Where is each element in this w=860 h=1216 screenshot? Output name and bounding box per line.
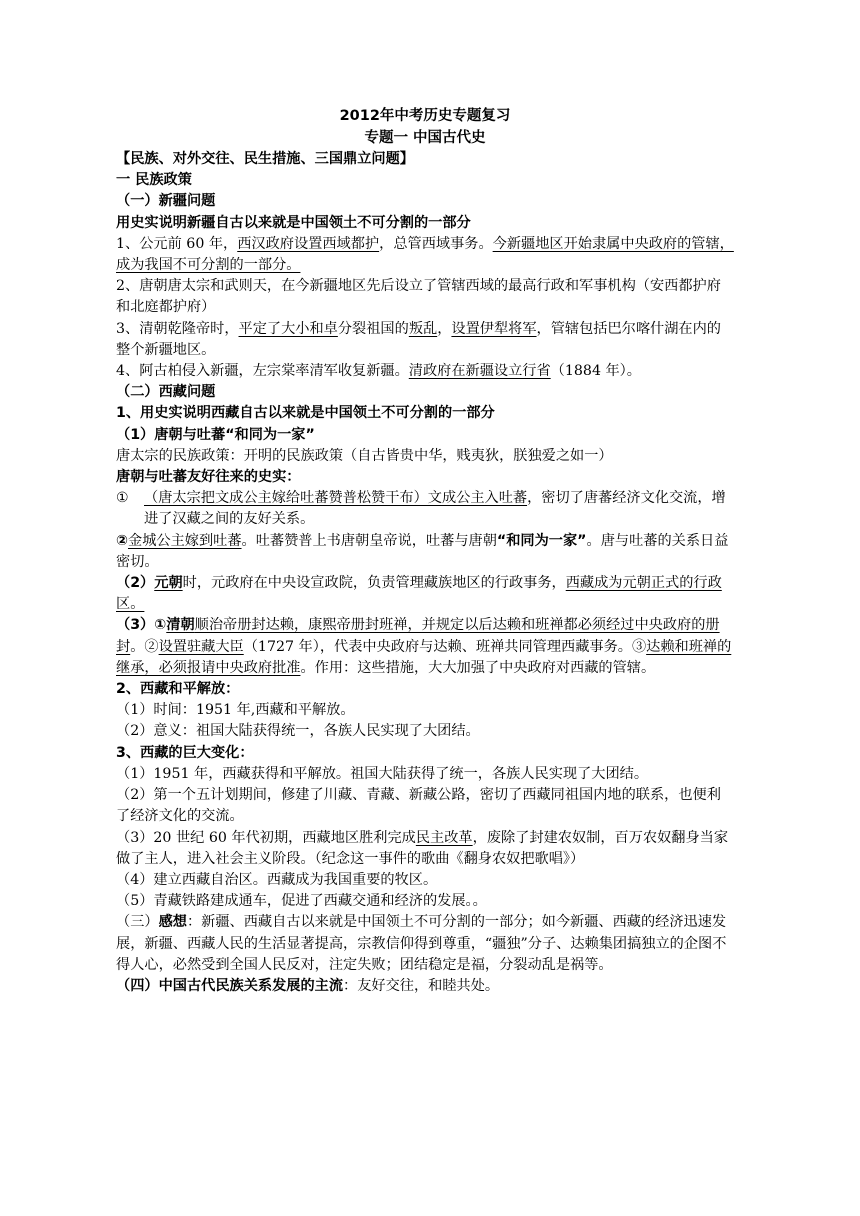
subsection-heading-xinjiang: （一）新疆问题	[116, 193, 216, 210]
text: ，管辖包括巴尔喀什湖在内的整个新疆地区。	[116, 320, 721, 358]
document-content	[116, 106, 734, 997]
underlined-text: 设置伊犁将军	[451, 320, 537, 337]
text: 时，元政府在中央设宣政院，负责管理藏族地区的行政事务，	[182, 575, 566, 592]
text: ，废除了封建农奴制，百万农奴翻身当家做了主人，进入社会主义阶段。（纪念这一事件的歌曲《翻身农奴把歌唱》）	[116, 829, 729, 867]
section-heading-ethnic-policy: 一 民族政策	[116, 172, 192, 189]
tibet-changes-heading: 3、西藏的巨大变化：	[116, 744, 254, 761]
text: 。②	[130, 638, 159, 655]
underlined-text: （唐太宗把文成公主嫁给吐蕃赞普松赞干布）文成公主入吐蕃	[144, 490, 528, 507]
xinjiang-point-3	[116, 319, 734, 361]
tibet-change-5: （5）青藏铁路建成通车，促进了西藏交通和经济的发展。。	[116, 893, 487, 910]
xinjiang-point-4	[116, 361, 734, 382]
tang-tubo-fact-1	[116, 488, 734, 530]
text: （1）唐朝与吐蕃	[116, 426, 226, 443]
yuan-dynasty-point	[116, 573, 734, 615]
underlined-text: 民主改革	[415, 829, 473, 846]
list-marker: ②	[116, 532, 129, 549]
tibet-change-1: （1）1951 年，西藏获得和平解放。祖国大陆获得了统一，各族人民实现了大团结。	[116, 765, 649, 782]
tang-tubo-heading	[116, 425, 734, 446]
bold-text: “和同为一家”	[496, 532, 587, 549]
mainstream-relations	[116, 976, 734, 997]
subsection-heading-tibet: （二）西藏问题	[116, 384, 216, 401]
bold-text: 清朝	[166, 617, 195, 634]
text: （1727 年），代表中央政府与达赖、班禅共同管理西藏事务。③	[243, 638, 647, 655]
text: “和同为一家”	[225, 426, 315, 443]
xinjiang-point-1	[116, 234, 734, 276]
peaceful-liberation-time: （1）时间：1951 年,西藏和平解放。	[116, 702, 355, 719]
text: （3）20 世纪 60 年代初期，西藏地区胜利完成	[116, 829, 416, 846]
text: （1884 年）。	[550, 363, 641, 380]
underlined-text: 顺治帝册封达赖，康熙帝册封班禅，并规定以后达赖和班禅都必须经过中央政府的册封	[116, 617, 720, 655]
text: ：新疆、西藏自古以来就是中国领土不可分割的一部分；如今新疆、西藏的经济迅速发展，新疆、西藏人民的生活显著提高，宗教信仰得到尊重，“疆独”分子、达赖集团搞独立的企图不得人心，必然受到全国人民反对，注定失败；团结稳定是福，分裂动乱是祸等。	[116, 914, 727, 973]
text: 。吐蕃赞普上书唐朝皇帝说，吐蕃与唐朝	[241, 532, 497, 549]
topics-heading: 【民族、对外交往、民生措施、三国鼎立问题】	[116, 151, 414, 167]
tibet-change-2: （2）第一个五计划期间，修建了川藏、青藏、新藏公路，密切了西藏同祖国内地的联系，也便利了经济文化的交流。	[116, 787, 721, 825]
xinjiang-point-2: 2、唐朝唐太宗和武则天，在今新疆地区先后设立了管辖西域的最高行政和军事机构（安西都护府和北庭都护府）	[116, 278, 721, 316]
peaceful-liberation-significance: （2）意义：祖国大陆获得统一，各族人民实现了大团结。	[116, 723, 480, 740]
text: （3）①	[116, 617, 167, 634]
text: ：友好交往，和睦共处。	[343, 977, 500, 994]
underlined-text: 今新疆地区开始隶属中央政府的管辖，成为我国不可分割的一部分。	[116, 235, 734, 274]
text: ，密切了唐蕃经济文化交流，增进了汉藏之间的友好关系。	[144, 490, 726, 528]
underlined-text: 达赖和班禅的继承，必须报请中央政府批准	[116, 638, 732, 676]
list-marker: ①	[116, 490, 129, 507]
text: 3、清朝乾隆帝时，	[116, 320, 239, 337]
text: 分裂祖国的	[337, 320, 409, 337]
tibet-change-3	[116, 828, 734, 870]
text: 1、公元前 60 年，	[116, 235, 238, 252]
peaceful-liberation-heading: 2、西藏和平解放：	[116, 681, 240, 698]
underlined-text: 平定了大小和卓	[238, 320, 338, 337]
underlined-text: 金城公主嫁到吐蕃	[128, 532, 242, 549]
underlined-text: 西汉政府设置西域都护	[237, 235, 380, 252]
reflection-paragraph	[116, 912, 734, 976]
tang-tubo-facts-heading: 唐朝与吐蕃友好往来的史实：	[116, 469, 301, 486]
text: （三）	[116, 914, 159, 931]
bold-text: 元朝	[154, 575, 183, 592]
text: （2）	[116, 575, 155, 592]
underlined-text: 叛乱	[408, 320, 438, 337]
bold-text: （四）中国古代民族关系发展的主流	[116, 977, 344, 994]
tang-tubo-fact-2	[116, 531, 734, 573]
text: 。唐与吐蕃的关系日益密切。	[116, 532, 729, 570]
text: 4、阿古柏侵入新疆，左宗棠率清军收复新疆。	[116, 363, 409, 380]
text: 。作用：这些措施，大大加强了中央政府对西藏的管辖。	[300, 659, 656, 676]
xinjiang-question: 用史实说明新疆自古以来就是中国领土不可分割的一部分	[116, 214, 471, 231]
text: ，	[437, 320, 452, 337]
tibet-question: 1、用史实说明西藏自古以来就是中国领土不可分割的一部分	[116, 405, 495, 422]
tibet-change-4: （4）建立西藏自治区。西藏成为我国重要的牧区。	[116, 871, 438, 888]
text: ，总管西域事务。	[379, 235, 493, 252]
qing-dynasty-point	[116, 615, 734, 679]
doc-subtitle: 专题一 中国古代史	[364, 129, 486, 146]
doc-title: 2012年中考历史专题复习	[339, 108, 511, 124]
tang-taizong-policy: 唐太宗的民族政策：开明的民族政策（自古皆贵中华，贱夷狄，朕独爱之如一）	[116, 447, 613, 464]
underlined-text: 西藏成为元朝正式的行政区。	[116, 575, 722, 613]
underlined-text: 清政府在新疆设立行省	[408, 363, 551, 380]
underlined-text: 设置驻藏大臣	[158, 638, 244, 655]
bold-text: 感想	[158, 914, 187, 931]
